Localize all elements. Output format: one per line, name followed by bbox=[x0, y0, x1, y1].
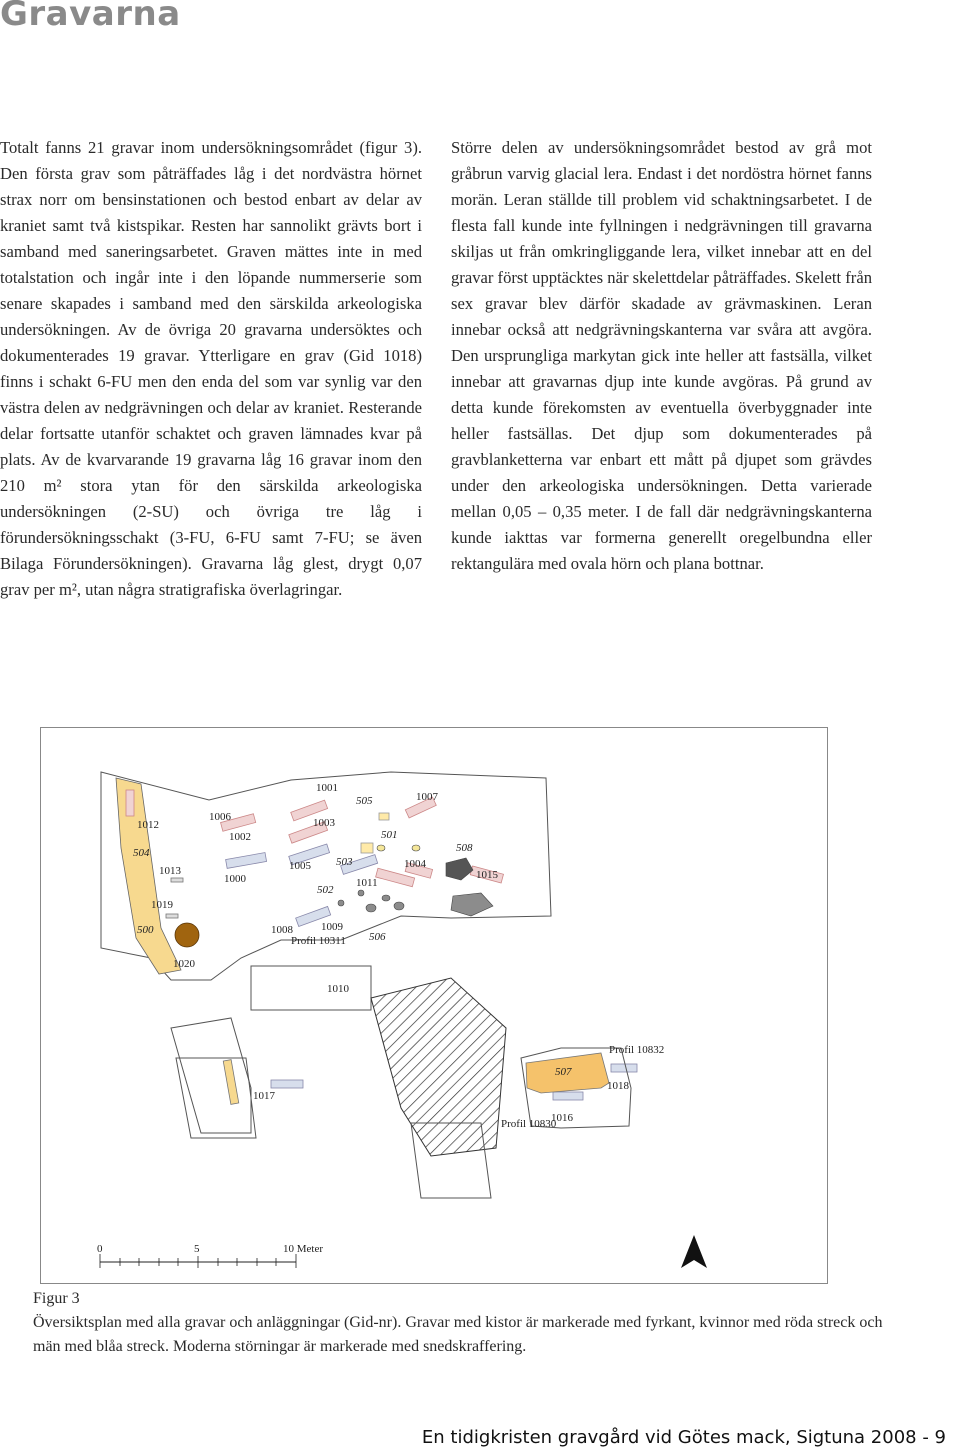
site-plan-map bbox=[41, 728, 827, 1283]
label-profil-10832: Profil 10832 bbox=[609, 1044, 665, 1056]
right-text-column bbox=[451, 135, 872, 577]
label-504: 504 bbox=[133, 847, 150, 859]
label-501: 501 bbox=[381, 829, 398, 841]
trench-outline-south bbox=[251, 966, 371, 1010]
label-1006: 1006 bbox=[209, 811, 231, 823]
scale-bar bbox=[97, 1243, 323, 1268]
label-1015: 1015 bbox=[476, 869, 498, 881]
label-503: 503 bbox=[336, 856, 353, 868]
page-footer: En tidigkristen gravgård vid Götes mack, Sigtuna 2008 - 9 bbox=[421, 1427, 946, 1448]
label-507: 507 bbox=[555, 1066, 572, 1078]
caption-text: Översiktsplan med alla gravar och anläggningar (Gid-nr). Gravar med kistor är markerade med fyrkant, kvinnor med röda streck och män med blåa streck. Moderna störningar är markerade med snedskraffering. bbox=[33, 1314, 883, 1355]
feature-500-pit bbox=[175, 923, 199, 947]
trench-outline-southwest-b bbox=[176, 1058, 256, 1138]
label-1016: 1016 bbox=[551, 1112, 573, 1124]
label-1010: 1010 bbox=[327, 983, 349, 995]
label-1017: 1017 bbox=[253, 1090, 275, 1102]
label-1012: 1012 bbox=[137, 819, 159, 831]
hatched-modern-disturbance bbox=[371, 978, 506, 1156]
label-1003: 1003 bbox=[313, 817, 335, 829]
label-500: 500 bbox=[137, 924, 154, 936]
label-1008: 1008 bbox=[271, 924, 293, 936]
body-paragraph: Totalt fanns 21 gravar inom undersökningsområdet (figur 3). Den första grav som påträffades låg i det nordvästra hörnet strax norr om bensinstationen och bestod enbart av delar av kraniet samt två kistspikar. Resten har sannolikt grävts bort i samband med saneringsarbetet. Graven mättes inte in med totalstation och ingår inte i den löpande nummerserie som senare skapades i samband med den särskilda arkeologiska undersökningen. Av de övriga 20 gravarna undersöktes och dokumenterades 19 gravar. Ytterligare en grav (Gid 1018) finns i schakt 6-FU men den enda del som var synlig var den västra delen av nedgrävningen och delar av kraniet. Resterande delar fortsatte utanför schaktet och graven lämnades kvar på plats. Av de kvarvarande 19 gravarna låg 16 gravar inom den 210 m² stora ytan för den särskilda arkeologiska undersökningen (2-SU) och övriga tre låg i förundersökningsschakt (3-FU, 6-FU samt 7-FU; se även Bilaga Förundersökningen). Gravarna låg glest, drygt 0,07 grav per m², utan några stratigrafiska överlagringar. bbox=[0, 138, 422, 599]
label-profil-10830: Profil 10830 bbox=[501, 1118, 557, 1130]
label-502: 502 bbox=[317, 884, 334, 896]
scale-label-10: 10 Meter bbox=[283, 1243, 324, 1255]
label-505: 505 bbox=[356, 795, 373, 807]
label-1007: 1007 bbox=[416, 791, 438, 803]
label-1020: 1020 bbox=[173, 958, 195, 970]
label-1004: 1004 bbox=[404, 858, 426, 870]
label-508: 508 bbox=[456, 842, 473, 854]
caption-label: Figur 3 bbox=[33, 1290, 80, 1307]
yellow-strip-1017 bbox=[223, 1060, 239, 1105]
label-1009: 1009 bbox=[321, 921, 343, 933]
label-1011: 1011 bbox=[356, 877, 378, 889]
label-506: 506 bbox=[369, 931, 386, 943]
label-1019: 1019 bbox=[151, 899, 173, 911]
label-1013: 1013 bbox=[159, 865, 181, 877]
label-profil-10311: Profil 10311 bbox=[291, 935, 346, 947]
trench-outline-southwest bbox=[171, 1018, 251, 1133]
left-text-column bbox=[0, 135, 422, 603]
scale-label-0: 0 bbox=[97, 1243, 103, 1255]
body-paragraph: Större delen av undersökningsområdet bestod av grå mot gråbrun varvig glacial lera. Endast i det nordöstra hörnet fanns morän. Leran ställde till problem vid schaktningsarbetet. I de flesta fall kunde inte fyllningen i nedgrävningen till gravarna skiljas ut från omkringliggande lera, vilket innebar att en del gravar först upptäcktes när skelettdelar påträffades. Skelett från sex gravar blev därför skadade av grävmaskinen. Leran innebar också att nedgrävningskanterna var svåra att avgöra. Den ursprungliga markytan gick inte heller att fastsälla, vilket innebar att gravarnas djup inte kunde avgöras. På grund av detta kunde förekomsten av eventuella överbyggnader inte heller fastsällas. Det djup som dokumenterades på gravblanketterna var enbart ett mått på djupet som grävdes under den arkeologiska undersökningen. Detta varierade mellan 0,05 – 0,35 meter. I de fall där nedgrävningskanterna kunde iakttas var formerna generellt oregelbundna eller rektangulära med ovala hörn och plana bottnar. bbox=[451, 138, 872, 573]
label-1002: 1002 bbox=[229, 831, 251, 843]
label-1018: 1018 bbox=[607, 1080, 629, 1092]
figure-caption bbox=[33, 1287, 883, 1359]
scale-label-5: 5 bbox=[194, 1243, 200, 1255]
label-1000: 1000 bbox=[224, 873, 246, 885]
label-1001: 1001 bbox=[316, 782, 338, 794]
section-heading: Gravarna bbox=[0, 0, 181, 34]
label-1005: 1005 bbox=[289, 860, 311, 872]
north-arrow-icon bbox=[681, 1235, 707, 1268]
site-plan-figure bbox=[40, 727, 828, 1284]
